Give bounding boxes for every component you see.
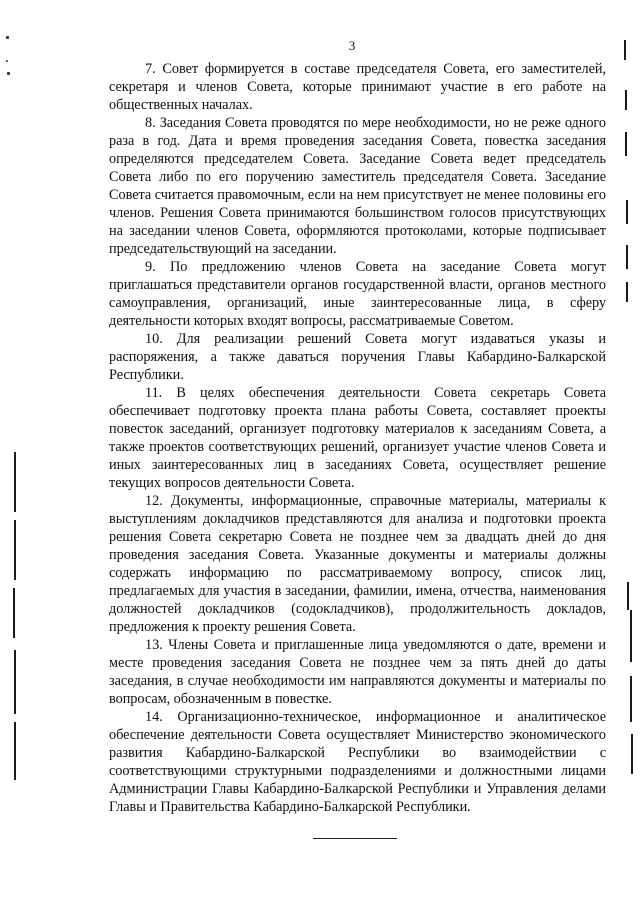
scan-artifact-right xyxy=(624,40,626,60)
paragraph-12: 12. Документы, информационные, справочные материалы, материалы к выступлениям докладчиков представляются для анализа и подготовки проекта решения Совета секретарю Совета не позднее чем за двадцать дней до дня проведения заседания Совета. Указанные документы и материалы должны содержать информацию по рассматриваемому вопросу, список лиц, предлагаемых для участия в заседании, фамилии, имена, отчества, наименования должностей докладчиков (содокладчиков), продолжительность докладов, предложения к проекту решения Совета. xyxy=(109,493,606,635)
paragraph-8: 8. Заседания Совета проводятся по мере необходимости, но не реже одного раза в год. Дата и время проведения заседания Совета, повестка заседания определяются председателем Совета. Заседание Совета ведет председатель Совета либо по его поручению заместитель председателя Совета. Заседание Совета считается правомочным, если на нем присутствует не менее половины его членов. Решения Совета принимаются большинством голосов присутствующих на заседании членов Совета, оформляются протоколами, которые подписывает председательствующий на заседании. xyxy=(109,115,606,257)
scan-artifact-right xyxy=(627,582,629,610)
scan-artifact-right xyxy=(626,282,628,302)
scan-artifact-right xyxy=(630,610,632,662)
scan-artifact-right xyxy=(626,245,628,269)
scan-artifact-right xyxy=(630,676,632,722)
scan-artifact-right xyxy=(625,90,627,110)
scan-artifact-left xyxy=(14,650,16,714)
paragraph-9: 9. По предложению членов Совета на заседание Совета могут приглашаться представители органов государственной власти, органов местного самоуправления, организаций, иные заинтересованные лица, в сферу деятельности которых входят вопросы, рассматриваемые Советом. xyxy=(109,259,606,329)
document-body xyxy=(109,60,606,816)
scan-speck xyxy=(6,60,8,62)
scan-artifact-left xyxy=(14,452,16,512)
scan-artifact-right xyxy=(625,132,627,156)
paragraph-11: 11. В целях обеспечения деятельности Совета секретарь Совета обеспечивает подготовку проекта плана работы Совета, составляет проекты повесток заседаний, организует подготовку материалов к заседаниям Совета, а также проектов соответствующих решений, организует участие членов Совета и иных заинтересованных лиц в заседаниях Совета, осуществляет решение текущих вопросов деятельности Совета. xyxy=(109,385,606,491)
scan-artifact-right xyxy=(631,734,633,774)
scan-artifact-left xyxy=(14,520,16,580)
scan-artifact-left xyxy=(14,722,16,780)
scan-artifact-left xyxy=(13,588,15,638)
paragraph-14: 14. Организационно-техническое, информационное и аналитическое обеспечение деятельности Совета осуществляет Министерство экономического развития Кабардино-Балкарской Республики во взаимодействии с соответствующими структурными подразделениями и должностными лицами Администрации Главы Кабардино-Балкарской Республики и Управления делами Главы и Правительства Кабардино-Балкарской Республики. xyxy=(109,709,606,815)
paragraph-7: 7. Совет формируется в составе председателя Совета, его заместителей, секретаря и членов Совета, которые принимают участие в его работе на общественных началах. xyxy=(109,61,606,113)
scan-speck xyxy=(7,72,10,75)
scan-speck xyxy=(6,36,9,39)
closing-rule xyxy=(313,838,397,839)
paragraph-10: 10. Для реализации решений Совета могут издаваться указы и распоряжения, а также даваться поручения Главы Кабардино-Балкарской Республики. xyxy=(109,331,606,383)
page-number: 3 xyxy=(348,38,356,53)
scan-artifact-right xyxy=(626,200,628,224)
paragraph-13: 13. Члены Совета и приглашенные лица уведомляются о дате, времени и месте проведения заседания Совета не позднее чем за пять дней до даты заседания, в случае необходимости им направляются документы и материалы по вопросам, обозначенным в повестке. xyxy=(109,637,606,707)
